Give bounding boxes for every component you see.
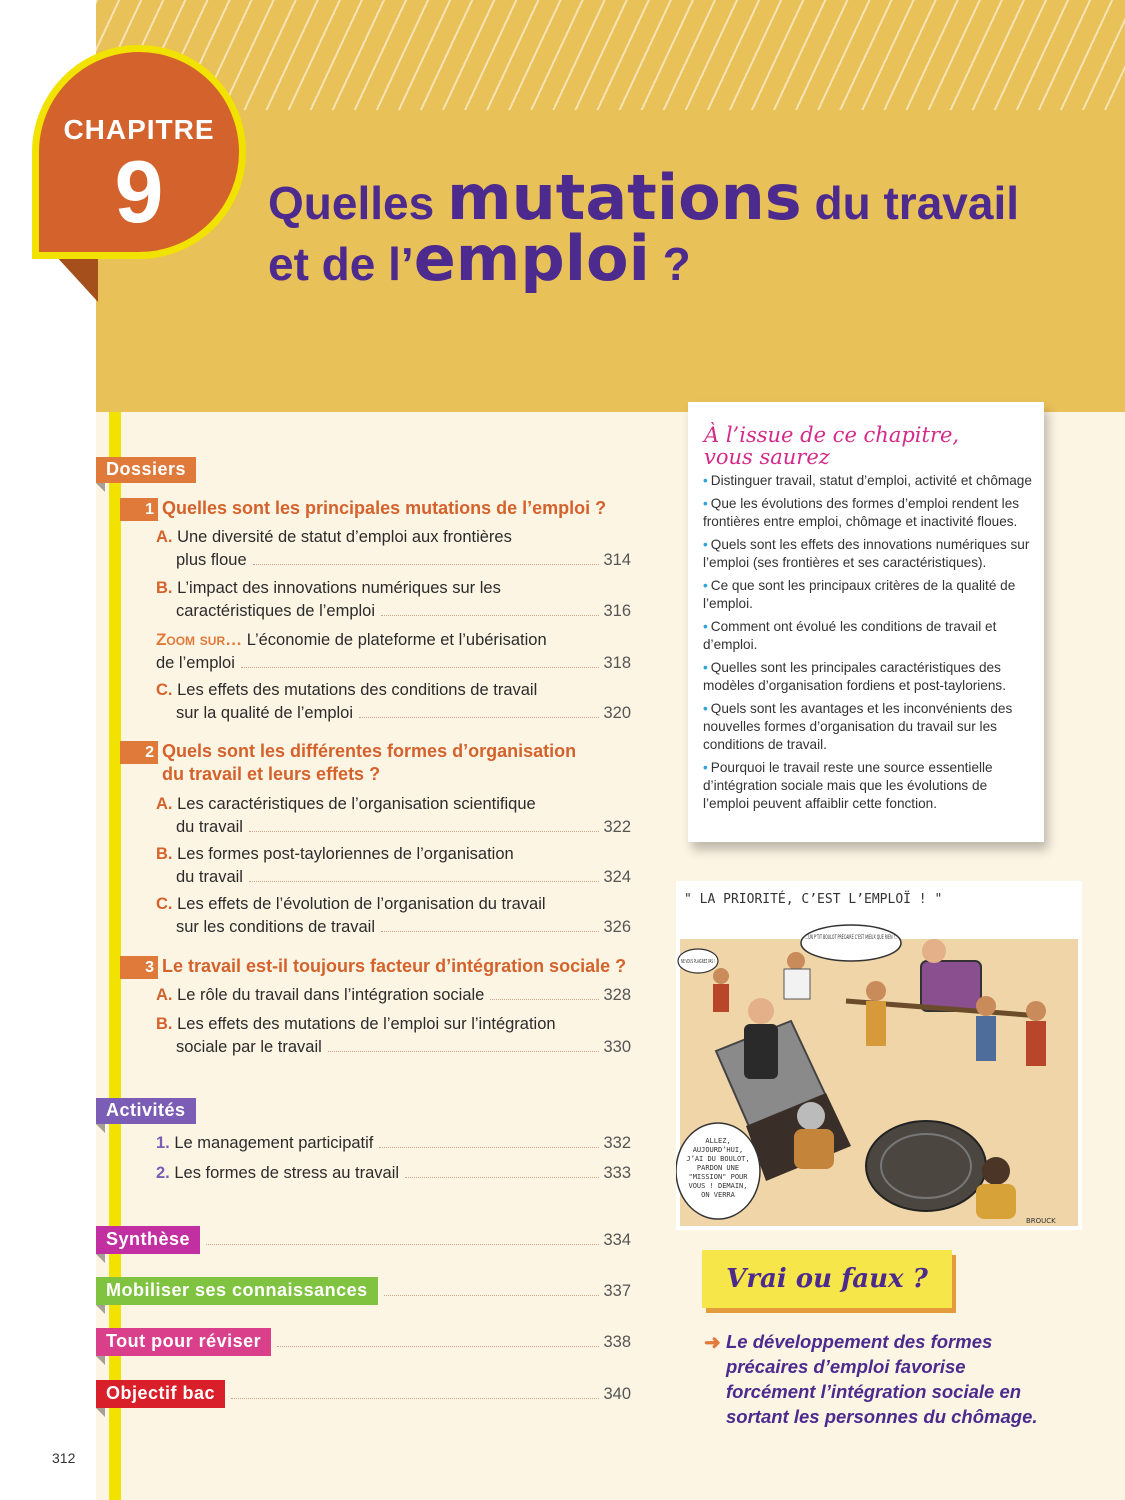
toc-entry-1c[interactable] xyxy=(156,679,631,725)
page-number: 334 xyxy=(603,1231,631,1249)
entry-letter: B. xyxy=(156,1015,173,1033)
entry-text: Une diversité de statut d’emploi aux frontières xyxy=(177,528,512,546)
vrai-faux-question: Le développement des formes précaires d’emploi favorise forcément l’intégration sociale en sortant les personnes du chômage. xyxy=(726,1331,1038,1427)
bubble-text: NE VOUS PLAIGNEZ PAS ! xyxy=(681,959,715,965)
objectives-box xyxy=(688,402,1044,842)
objective-item: • Comment ont évolué les conditions de travail et d’emploi. xyxy=(703,618,1035,654)
page-number: 318 xyxy=(603,654,631,672)
entry-text: L’économie de plateforme et l’ubérisation xyxy=(242,631,547,649)
chapter-title xyxy=(268,161,1088,295)
zoom-label: Zoom sur… xyxy=(156,630,243,649)
title-part: et de l’ xyxy=(268,238,414,290)
page-number: 333 xyxy=(603,1164,631,1182)
toc-entry-zoom[interactable] xyxy=(156,628,631,675)
objective-item: • Distinguer travail, statut d’emploi, activité et chômage xyxy=(703,472,1035,490)
dossier-3-heading[interactable] xyxy=(120,955,642,979)
objective-item: • Que les évolutions des formes d’emploi rendent les frontières entre emploi, chômage et inactivité floues. xyxy=(703,495,1035,531)
entry-text: Les caractéristiques de l’organisation scientifique xyxy=(177,795,536,813)
entry-letter: C. xyxy=(156,895,173,913)
header-stripes xyxy=(96,0,1125,110)
toc-entry-3b[interactable] xyxy=(156,1013,631,1059)
page-number: 340 xyxy=(603,1385,631,1403)
objectif-entry[interactable] xyxy=(96,1380,631,1408)
title-part: ? xyxy=(649,238,691,290)
entry-text: plus floue xyxy=(176,551,247,569)
entry-text: de l’emploi xyxy=(156,654,235,672)
objectif-tag: Objectif bac xyxy=(96,1380,225,1408)
cartoon-caption: " LA PRIORITÉ, C’EST L’EMPLOÏ ! " xyxy=(684,892,943,907)
dossier-number: 3 xyxy=(120,956,158,979)
cartoon-signature: BROUCK xyxy=(1026,1217,1056,1225)
reviser-entry[interactable] xyxy=(96,1328,631,1356)
objectives-heading-line: À l’issue de ce chapitre, xyxy=(704,423,960,447)
chapter-word: CHAPITRE xyxy=(63,114,215,145)
entry-text: L’impact des innovations numériques sur les xyxy=(177,579,501,597)
page-number: 322 xyxy=(603,818,631,836)
activity-number: 1. xyxy=(156,1134,170,1152)
page-number: 328 xyxy=(603,986,631,1004)
dossier-title: Quels sont les différentes formes d’organisation du travail et leurs effets ? xyxy=(162,741,577,784)
title-keyword: mutations xyxy=(446,161,802,234)
page-number: 330 xyxy=(603,1038,631,1056)
synthese-entry[interactable] xyxy=(96,1226,631,1254)
entry-letter: B. xyxy=(156,579,173,597)
objectives-heading-line: vous saurez xyxy=(704,445,830,469)
entry-letter: C. xyxy=(156,681,173,699)
dossier-title: Quelles sont les principales mutations de l’emploi ? xyxy=(162,498,607,518)
toc-entry-2b[interactable] xyxy=(156,843,631,889)
page-number: 332 xyxy=(603,1134,631,1152)
page-number: 314 xyxy=(603,551,631,569)
entry-letter: A. xyxy=(156,986,173,1004)
cartoon-illustration xyxy=(676,881,1082,1230)
activity-number: 2. xyxy=(156,1164,170,1182)
entry-text: sociale par le travail xyxy=(176,1038,322,1056)
vrai-faux-text: Vrai ou faux ? xyxy=(726,1264,928,1294)
activites-tag: Activités xyxy=(96,1098,196,1124)
entry-text: caractéristiques de l’emploi xyxy=(176,602,376,620)
entry-letter: A. xyxy=(156,528,173,546)
activity-label: Les formes de stress au travail xyxy=(174,1164,400,1182)
objective-item: • Quels sont les avantages et les inconvénients des nouvelles formes d’organisation du travail sur les conditions de travail. xyxy=(703,700,1035,754)
reviser-tag: Tout pour réviser xyxy=(96,1328,271,1356)
toc-entry-1a[interactable] xyxy=(156,526,631,572)
arrow-right-icon: ➜ xyxy=(704,1332,721,1354)
activity-1[interactable] xyxy=(156,1132,631,1155)
page-number: 320 xyxy=(603,704,631,722)
activity-2[interactable] xyxy=(156,1162,631,1185)
dossier-number: 2 xyxy=(120,741,158,764)
toc-entry-3a[interactable] xyxy=(156,984,631,1007)
entry-text: du travail xyxy=(176,868,243,886)
chapter-number: 9 xyxy=(114,142,164,241)
entry-text: sur la qualité de l’emploi xyxy=(176,704,354,722)
toc-entry-2a[interactable] xyxy=(156,793,631,839)
title-keyword: emploi xyxy=(413,222,650,295)
page-number: 326 xyxy=(603,918,631,936)
objectives-list xyxy=(703,472,1035,818)
page-number: 337 xyxy=(603,1282,631,1300)
page-number: 338 xyxy=(603,1333,631,1351)
page-number: 316 xyxy=(603,602,631,620)
dossier-2-heading[interactable] xyxy=(120,740,602,786)
mobiliser-tag: Mobiliser ses connaissances xyxy=(96,1277,378,1305)
entry-letter: B. xyxy=(156,845,173,863)
objective-item: • Quelles sont les principales caractéristiques des modèles d’organisation fordiens et post-tayloriens. xyxy=(703,659,1035,695)
mobiliser-entry[interactable] xyxy=(96,1277,631,1305)
title-part: Quelles xyxy=(268,177,447,229)
toc-entry-1b[interactable] xyxy=(156,577,631,623)
chapter-badge xyxy=(32,45,246,259)
objective-item: • Quels sont les effets des innovations numériques sur l’emploi (ses frontières et ses caractéristiques). xyxy=(703,536,1035,572)
objective-item: • Pourquoi le travail reste une source essentielle d’intégration sociale mais que les évolutions de l’emploi peuvent affaiblir cette fonction. xyxy=(703,759,1035,813)
entry-text: du travail xyxy=(176,818,243,836)
entry-text: Les effets de l’évolution de l’organisation du travail xyxy=(177,895,546,913)
objective-item: • Ce que sont les principaux critères de la qualité de l’emploi. xyxy=(703,577,1035,613)
dossier-1-heading[interactable] xyxy=(120,497,622,521)
bubble-text: ALLEZ, AUJOURD’HUI, J’AI DU BOULOT, PARDON UNE "MISSION" POUR VOUS ! DEMAIN, ON VERRA xyxy=(686,1137,750,1199)
dossiers-tag: Dossiers xyxy=(96,457,196,483)
bubble-text: ...UN P’TIT BOULOT PRÉCAIRE C’EST MIEUX QUE RIEN !.. xyxy=(805,934,974,941)
title-part: du travail xyxy=(801,177,1020,229)
objectives-heading xyxy=(704,424,959,468)
entry-text: Les effets des mutations des conditions de travail xyxy=(177,681,538,699)
page-number: 324 xyxy=(603,868,631,886)
activity-label: Le management participatif xyxy=(174,1134,374,1152)
entry-text: Les effets des mutations de l’emploi sur l’intégration xyxy=(177,1015,556,1033)
page-number-footer: 312 xyxy=(52,1450,76,1466)
entry-letter: A. xyxy=(156,795,173,813)
dossier-title: Le travail est-il toujours facteur d’intégration sociale ? xyxy=(162,956,627,976)
entry-text: Le rôle du travail dans l’intégration sociale xyxy=(177,986,485,1004)
entry-text: sur les conditions de travail xyxy=(176,918,376,936)
synthese-tag: Synthèse xyxy=(96,1226,200,1254)
vrai-faux-label xyxy=(702,1250,952,1308)
dossier-number: 1 xyxy=(120,498,158,521)
toc-entry-2c[interactable] xyxy=(156,893,631,939)
entry-text: Les formes post-tayloriennes de l’organisation xyxy=(177,845,514,863)
